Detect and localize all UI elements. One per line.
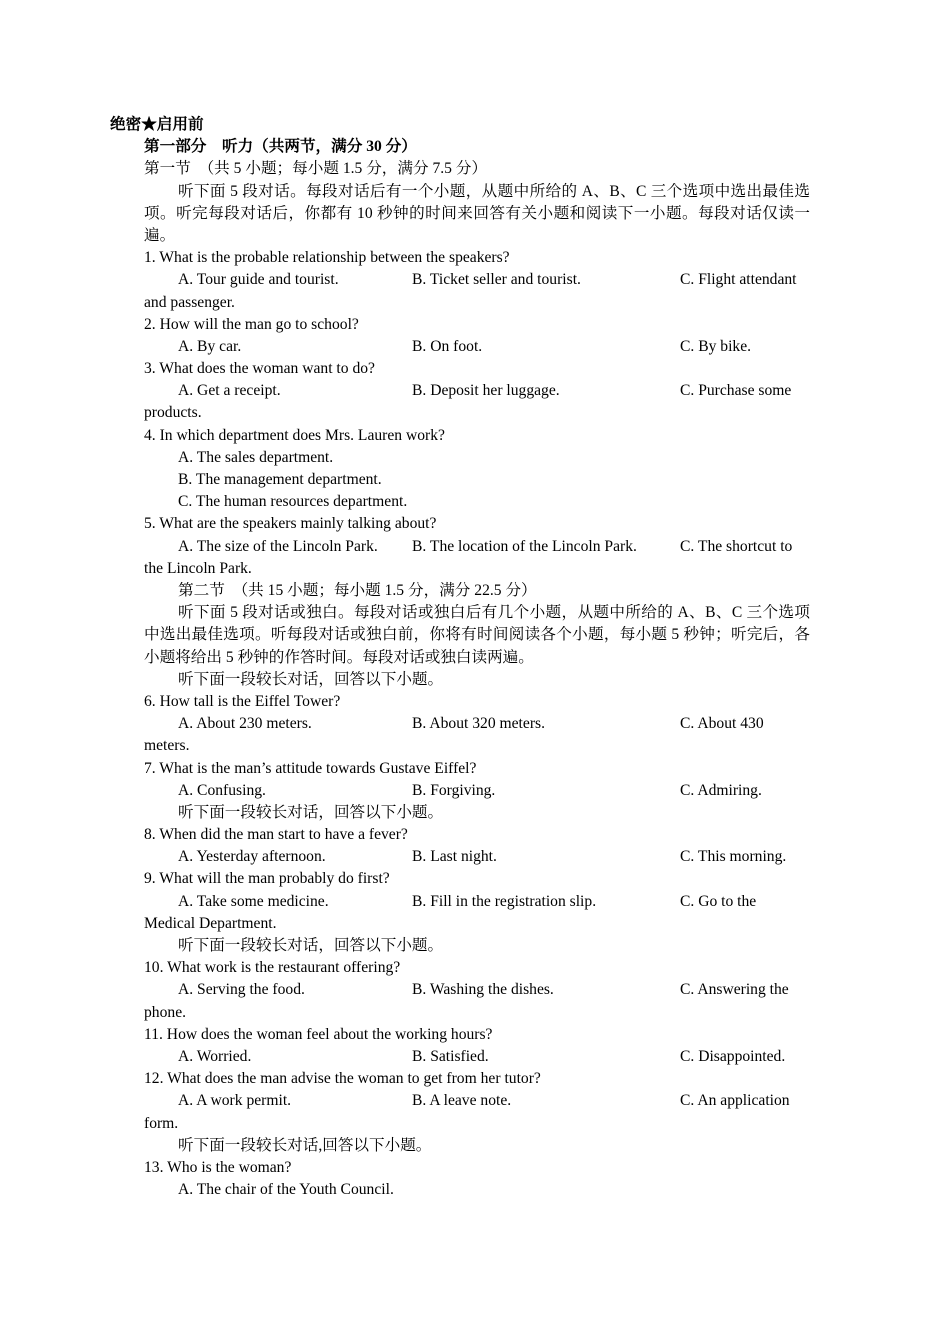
question-12: 12. What does the man advise the woman to get from her tutor? — [144, 1070, 541, 1088]
option-b: B. Last night. — [412, 848, 497, 866]
listen-instruction: 听下面一段较长对话,回答以下小题。 — [178, 1136, 432, 1154]
question-11-options — [144, 1046, 810, 1068]
question-12-options — [144, 1090, 810, 1112]
question-1-options — [144, 269, 810, 291]
option-b: B. On foot. — [412, 337, 483, 355]
option-a: A. Get a receipt. — [178, 382, 281, 400]
option-a: A. Yesterday afternoon. — [178, 848, 326, 866]
option-a: A. By car. — [178, 337, 242, 355]
option-a: A. Tour guide and tourist. — [178, 271, 339, 289]
question-11: 11. How does the woman feel about the working hours? — [144, 1025, 493, 1043]
option-b: B. About 320 meters. — [412, 715, 545, 733]
question-10-options — [144, 979, 810, 1001]
option-b: B. Ticket seller and tourist. — [412, 271, 581, 289]
option-a: A. Take some medicine. — [178, 892, 329, 910]
option-c-continuation: phone. — [144, 1003, 187, 1021]
listen-instruction: 听下面一段较长对话，回答以下小题。 — [178, 670, 444, 688]
option-b: B. Forgiving. — [412, 781, 496, 799]
question-8-options — [144, 846, 810, 868]
question-3-options — [144, 380, 810, 402]
option-c-continuation: form. — [144, 1114, 179, 1132]
option-b: B. The location of the Lincoln Park. — [412, 537, 637, 555]
section2-instructions: 听下面 5 段对话或独白。每段对话或独白后有几个小题，从题中所给的 A、B、C 三个选项中选出最佳选项。听每段对话或独白前，你将有时间阅读各个小题，每小题 5 秒钟；听完后，各小题将给出 5 秒钟的作答时间。每段对话或独白读两遍。 — [144, 604, 810, 666]
option-c-continuation: and passenger. — [144, 293, 235, 311]
option-c-continuation: products. — [144, 404, 202, 422]
option-a: A. The chair of the Youth Council. — [178, 1181, 394, 1199]
option-c: C. Disappointed. — [680, 1047, 786, 1065]
option-c: C. Admiring. — [680, 781, 762, 799]
exam-content — [110, 114, 810, 1201]
question-4: 4. In which department does Mrs. Lauren work? — [144, 426, 445, 444]
option-b: B. Washing the dishes. — [412, 981, 554, 999]
question-7: 7. What is the man’s attitude towards Gustave Eiffel? — [144, 759, 477, 777]
option-c: C. Purchase some — [680, 382, 792, 400]
confidential-label: 绝密★启用前 — [110, 116, 204, 133]
question-6: 6. How tall is the Eiffel Tower? — [144, 692, 341, 710]
question-6-options — [144, 713, 810, 735]
question-13: 13. Who is the woman? — [144, 1158, 292, 1176]
option-a: A. Worried. — [178, 1047, 252, 1065]
option-a: A. Serving the food. — [178, 981, 305, 999]
option-c: C. By bike. — [680, 337, 752, 355]
option-c-continuation: the Lincoln Park. — [144, 559, 252, 577]
question-5: 5. What are the speakers mainly talking about? — [144, 515, 437, 533]
question-10: 10. What work is the restaurant offering? — [144, 959, 401, 977]
option-c: C. The shortcut to — [680, 537, 793, 555]
listen-instruction: 听下面一段较长对话，回答以下小题。 — [178, 937, 444, 955]
option-a: A. Confusing. — [178, 781, 266, 799]
option-a: A. The sales department. — [178, 448, 334, 466]
option-c: C. About 430 — [680, 715, 764, 733]
option-a: A. The size of the Lincoln Park. — [178, 537, 378, 555]
section2-title: 第二节 （共 15 小题；每小题 1.5 分，满分 22.5 分） — [178, 581, 537, 599]
option-b: B. Satisfied. — [412, 1047, 489, 1065]
listen-instruction: 听下面一段较长对话，回答以下小题。 — [178, 803, 444, 821]
option-c: C. This morning. — [680, 848, 787, 866]
option-c: C. The human resources department. — [178, 493, 408, 511]
section1-title: 第一节 （共 5 小题；每小题 1.5 分，满分 7.5 分） — [144, 160, 488, 178]
question-8: 8. When did the man start to have a fever? — [144, 826, 408, 844]
option-c: C. Flight attendant — [680, 271, 797, 289]
option-a: A. About 230 meters. — [178, 715, 312, 733]
question-7-options — [144, 780, 810, 802]
question-1: 1. What is the probable relationship between the speakers? — [144, 249, 510, 267]
question-2-options — [144, 336, 810, 358]
option-b: B. The management department. — [178, 471, 382, 489]
option-b: B. A leave note. — [412, 1092, 512, 1110]
section1-instructions: 听下面 5 段对话。每段对话后有一个小题，从题中所给的 A、B、C 三个选项中选出最佳选项。听完每段对话后，你都有 10 秒钟的时间来回答有关小题和阅读下一小题。每段对话仅读一遍。 — [144, 182, 810, 244]
option-a: A. A work permit. — [178, 1092, 292, 1110]
question-9: 9. What will the man probably do first? — [144, 870, 390, 888]
option-b: B. Deposit her luggage. — [412, 382, 560, 400]
question-5-options — [144, 536, 810, 558]
option-c: C. Go to the — [680, 892, 757, 910]
option-c: C. Answering the — [680, 981, 789, 999]
question-3: 3. What does the woman want to do? — [144, 360, 375, 378]
option-c: C. An application — [680, 1092, 790, 1110]
question-9-options — [144, 891, 810, 913]
option-c-continuation: Medical Department. — [144, 914, 277, 932]
option-c-continuation: meters. — [144, 737, 190, 755]
question-2: 2. How will the man go to school? — [144, 315, 359, 333]
part-title: 第一部分 听力（共两节，满分 30 分） — [144, 138, 417, 156]
option-b: B. Fill in the registration slip. — [412, 892, 597, 910]
